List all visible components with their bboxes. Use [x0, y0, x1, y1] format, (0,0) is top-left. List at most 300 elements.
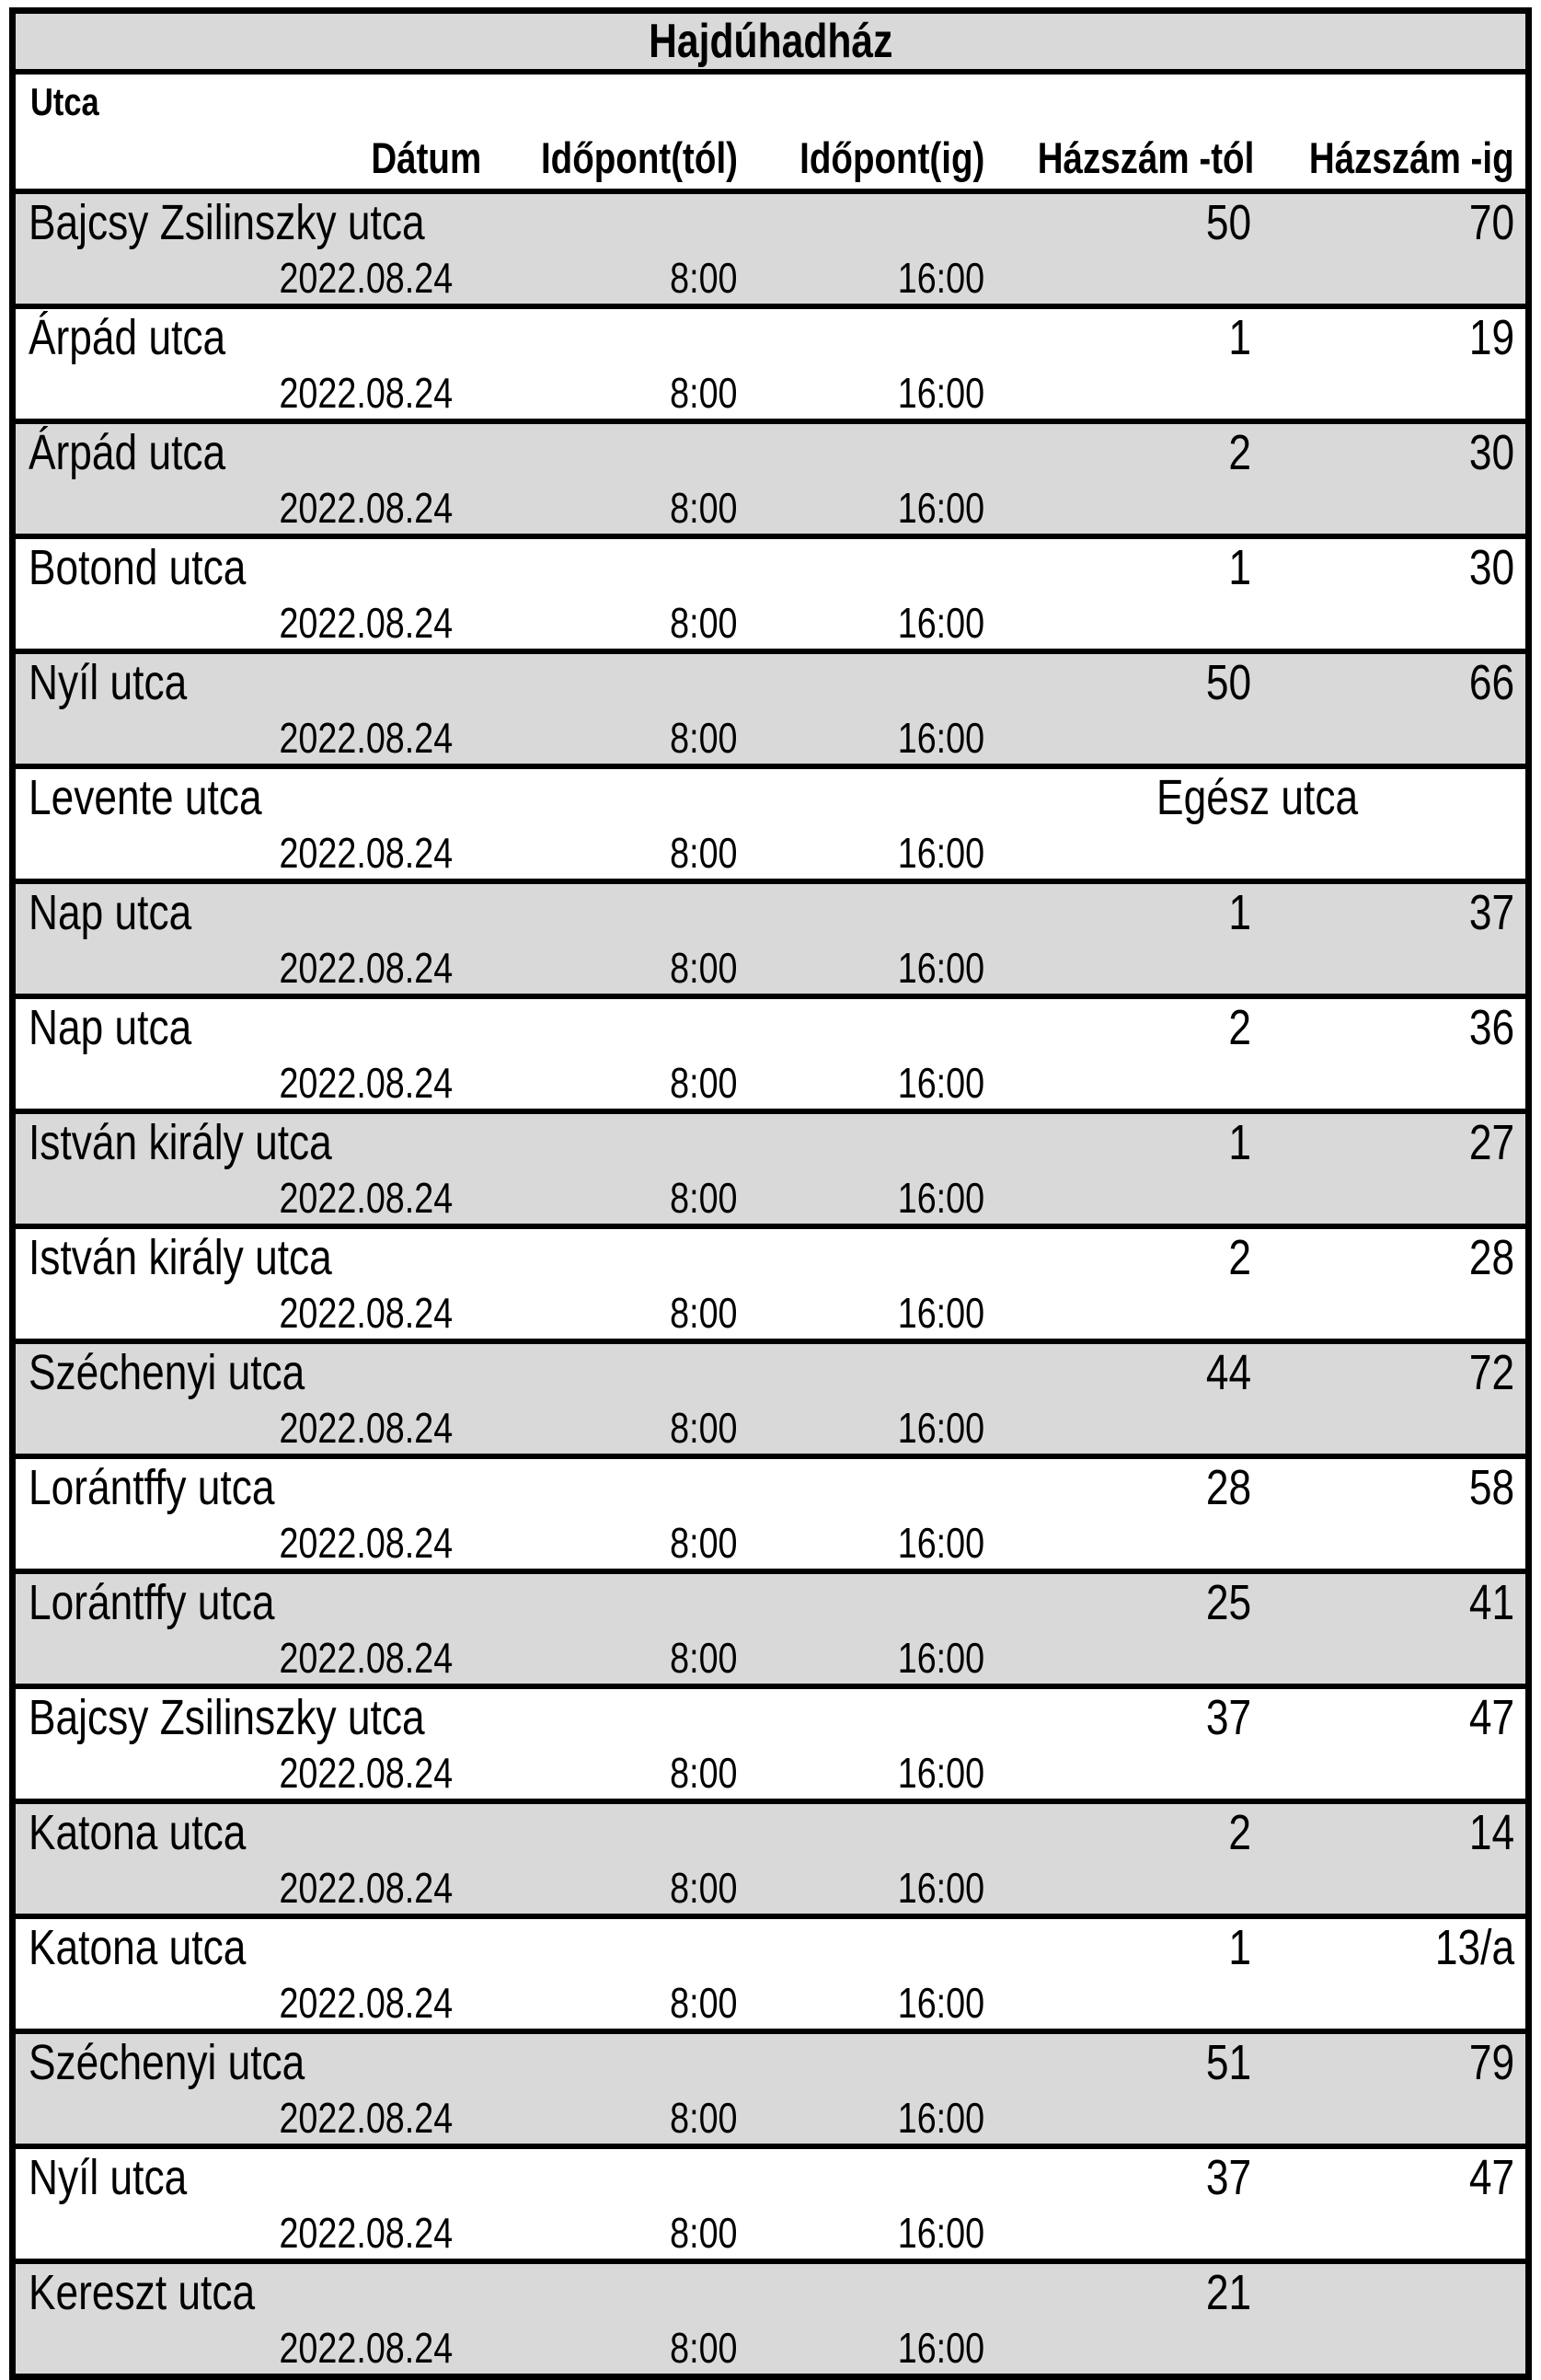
row-trailing-cell	[990, 366, 1529, 421]
date-cell	[241, 2321, 488, 2377]
street-cell	[13, 1456, 990, 1516]
time-to-cell	[743, 1976, 990, 2031]
table-title-cell	[13, 11, 1529, 73]
table-row-line2	[13, 481, 1529, 536]
table-row-line1	[13, 536, 1529, 596]
house-from-cell	[990, 1916, 1255, 1976]
table-row	[13, 766, 1529, 881]
table-row-line2	[13, 596, 1529, 651]
table-row	[13, 536, 1529, 651]
time-from-cell	[488, 366, 743, 421]
street-name: Árpád utca	[29, 425, 226, 480]
time-from-cell	[488, 1056, 743, 1111]
row-trailing-cell	[990, 2091, 1529, 2146]
time-from-value: 8:00	[670, 1518, 738, 1567]
house-to-cell	[1255, 651, 1528, 711]
date-cell	[241, 941, 488, 996]
row-spacer-cell	[13, 1286, 241, 1341]
time-to-cell	[743, 2091, 990, 2146]
time-from-value: 8:00	[670, 1748, 738, 1797]
row-trailing-cell	[990, 1401, 1529, 1456]
street-cell	[13, 306, 990, 366]
row-trailing-cell	[990, 2206, 1529, 2261]
date-cell	[241, 481, 488, 536]
house-from-value: 50	[1205, 195, 1252, 250]
time-from-cell	[488, 711, 743, 766]
street-cell	[13, 1801, 990, 1861]
time-to-value: 16:00	[897, 253, 984, 302]
house-to-value: 14	[1468, 1805, 1514, 1860]
street-name: István király utca	[29, 1230, 332, 1285]
outage-table	[9, 7, 1532, 2380]
street-name: Lorántffy utca	[29, 1575, 275, 1630]
time-to-value: 16:00	[897, 2323, 984, 2372]
street-cell	[13, 536, 990, 596]
house-from-value: 1	[1228, 1920, 1252, 1975]
row-trailing-cell	[990, 1631, 1529, 1686]
house-from-cell	[990, 881, 1255, 941]
date-cell	[241, 1401, 488, 1456]
time-to-cell	[743, 251, 990, 306]
time-from-value: 8:00	[670, 1978, 738, 2027]
table-row-line1	[13, 191, 1529, 251]
time-to-value: 16:00	[897, 368, 984, 417]
house-from-value: 2	[1228, 1000, 1252, 1055]
row-spacer-cell	[13, 826, 241, 881]
time-from-value: 8:00	[670, 828, 738, 877]
table-row	[13, 2031, 1529, 2146]
row-spacer-cell	[13, 1861, 241, 1916]
time-from-value: 8:00	[670, 253, 738, 302]
time-to-cell	[743, 1056, 990, 1111]
time-to-cell	[743, 941, 990, 996]
row-spacer-cell	[13, 1516, 241, 1571]
house-from-value: 2	[1228, 1805, 1252, 1860]
street-cell	[13, 1341, 990, 1401]
table-row	[13, 1686, 1529, 1801]
date-value: 2022.08.24	[278, 1863, 453, 1912]
date-value: 2022.08.24	[278, 1633, 453, 1682]
col-header-house-from	[990, 124, 1255, 191]
table-row-line1	[13, 1111, 1529, 1171]
time-from-cell	[488, 1631, 743, 1686]
house-from-cell	[990, 1571, 1255, 1631]
date-cell	[241, 1056, 488, 1111]
table-row-line2	[13, 1401, 1529, 1456]
table-row	[13, 1456, 1529, 1571]
date-value: 2022.08.24	[278, 943, 453, 992]
house-from-cell	[990, 2146, 1255, 2206]
street-cell	[13, 881, 990, 941]
row-spacer-cell	[13, 1171, 241, 1226]
table-row-line2	[13, 1171, 1529, 1226]
date-value: 2022.08.24	[278, 483, 453, 532]
time-to-cell	[743, 481, 990, 536]
table-row-line2	[13, 826, 1529, 881]
time-from-cell	[488, 2321, 743, 2377]
house-to-cell	[1255, 1341, 1528, 1401]
date-value: 2022.08.24	[278, 713, 453, 762]
table-row-line2	[13, 366, 1529, 421]
table-row-line1	[13, 306, 1529, 366]
row-spacer-cell	[13, 1746, 241, 1801]
house-to-cell	[1255, 536, 1528, 596]
street-name: Kereszt utca	[29, 2265, 256, 2320]
house-to-cell	[1255, 1916, 1528, 1976]
time-to-value: 16:00	[897, 1173, 984, 1222]
time-from-cell	[488, 1286, 743, 1341]
time-to-value: 16:00	[897, 483, 984, 532]
house-to-cell	[1255, 881, 1528, 941]
row-trailing-cell	[990, 826, 1529, 881]
house-from-value: 44	[1205, 1345, 1252, 1400]
time-from-value: 8:00	[670, 598, 738, 647]
row-spacer-cell	[13, 596, 241, 651]
time-from-cell	[488, 596, 743, 651]
table-row-line1	[13, 1226, 1529, 1286]
time-to-cell	[743, 826, 990, 881]
time-to-cell	[743, 596, 990, 651]
date-cell	[241, 1631, 488, 1686]
time-to-value: 16:00	[897, 1518, 984, 1567]
table-row	[13, 1111, 1529, 1226]
house-to-cell	[1255, 421, 1528, 481]
time-from-cell	[488, 2206, 743, 2261]
house-from-value: 1	[1228, 885, 1252, 940]
time-from-value: 8:00	[670, 2093, 738, 2142]
time-from-cell	[488, 251, 743, 306]
row-trailing-cell	[990, 1286, 1529, 1341]
time-from-cell	[488, 2091, 743, 2146]
house-from-value: Egész utca	[1156, 770, 1359, 825]
row-trailing-cell	[990, 711, 1529, 766]
row-spacer-cell	[13, 1056, 241, 1111]
time-to-value: 16:00	[897, 2208, 984, 2257]
table-row	[13, 2261, 1529, 2377]
time-to-cell	[743, 1516, 990, 1571]
time-to-value: 16:00	[897, 1978, 984, 2027]
street-name: Nyíl utca	[29, 2150, 188, 2205]
row-spacer-cell	[13, 941, 241, 996]
street-name: Széchenyi utca	[29, 1345, 305, 1400]
date-cell	[241, 366, 488, 421]
time-to-value: 16:00	[897, 713, 984, 762]
street-cell	[13, 1686, 990, 1746]
date-cell	[241, 826, 488, 881]
table-row	[13, 191, 1529, 306]
street-name: István király utca	[29, 1115, 332, 1170]
date-cell	[241, 596, 488, 651]
house-to-value: 58	[1468, 1460, 1514, 1515]
time-from-value: 8:00	[670, 1633, 738, 1682]
row-spacer-cell	[13, 2206, 241, 2261]
row-spacer-cell	[13, 1401, 241, 1456]
house-from-cell	[990, 421, 1255, 481]
table-row	[13, 1916, 1529, 2031]
house-from-value: 1	[1228, 1115, 1252, 1170]
time-from-value: 8:00	[670, 943, 738, 992]
table-row-line1	[13, 2261, 1529, 2321]
house-to-value: 79	[1468, 2035, 1514, 2090]
street-name: Botond utca	[29, 540, 247, 595]
house-from-value: 1	[1228, 540, 1252, 595]
row-trailing-cell	[990, 251, 1529, 306]
street-name: Bajcsy Zsilinszky utca	[29, 195, 425, 250]
street-name: Nap utca	[29, 885, 192, 940]
street-name: Katona utca	[29, 1805, 247, 1860]
house-from-cell	[990, 2261, 1255, 2321]
date-cell	[241, 2206, 488, 2261]
street-cell	[13, 421, 990, 481]
street-cell	[13, 651, 990, 711]
time-from-value: 8:00	[670, 2208, 738, 2257]
table-row-line1	[13, 1571, 1529, 1631]
table-row-line1	[13, 766, 1529, 826]
time-from-value: 8:00	[670, 483, 738, 532]
table-row-line1	[13, 1916, 1529, 1976]
table-row	[13, 651, 1529, 766]
row-trailing-cell	[990, 941, 1529, 996]
house-to-cell	[1255, 2146, 1528, 2206]
street-name: Széchenyi utca	[29, 2035, 305, 2090]
col-header-time-to-label: Időpont(ig)	[799, 133, 984, 182]
house-to-cell	[1255, 1571, 1528, 1631]
time-from-value: 8:00	[670, 1058, 738, 1107]
street-name: Bajcsy Zsilinszky utca	[29, 1690, 425, 1745]
table-row-line1	[13, 2146, 1529, 2206]
date-value: 2022.08.24	[278, 253, 453, 302]
street-name: Levente utca	[29, 770, 262, 825]
house-from-value: 37	[1205, 2150, 1252, 2205]
row-trailing-cell	[990, 1861, 1529, 1916]
time-to-value: 16:00	[897, 1288, 984, 1337]
table-row	[13, 1801, 1529, 1916]
col-header-street-label: Utca	[30, 80, 99, 123]
time-to-value: 16:00	[897, 1863, 984, 1912]
table-row-line1	[13, 1686, 1529, 1746]
street-header-row	[13, 72, 1529, 124]
house-to-value: 47	[1468, 2150, 1514, 2205]
table-row-line2	[13, 2206, 1529, 2261]
street-cell	[13, 1226, 990, 1286]
house-from-cell	[990, 306, 1255, 366]
table-row-line2	[13, 1516, 1529, 1571]
date-value: 2022.08.24	[278, 1403, 453, 1452]
date-cell	[241, 1746, 488, 1801]
date-cell	[241, 711, 488, 766]
table-row-line2	[13, 1746, 1529, 1801]
table-row-line2	[13, 941, 1529, 996]
row-spacer-cell	[13, 2091, 241, 2146]
table-header	[13, 11, 1529, 192]
row-spacer-cell	[13, 2321, 241, 2377]
title-row	[13, 11, 1529, 73]
house-to-value: 41	[1468, 1575, 1514, 1630]
house-to-value: 70	[1468, 195, 1514, 250]
house-from-value: 25	[1205, 1575, 1252, 1630]
date-value: 2022.08.24	[278, 1748, 453, 1797]
table-row-line2	[13, 2091, 1529, 2146]
col-header-date	[241, 124, 488, 191]
time-to-value: 16:00	[897, 598, 984, 647]
time-to-cell	[743, 2321, 990, 2377]
table-row	[13, 421, 1529, 536]
time-to-cell	[743, 711, 990, 766]
street-cell	[13, 2031, 990, 2091]
table-row	[13, 1226, 1529, 1341]
table-row	[13, 1571, 1529, 1686]
house-from-cell	[990, 536, 1255, 596]
date-value: 2022.08.24	[278, 2208, 453, 2257]
date-value: 2022.08.24	[278, 828, 453, 877]
house-from-value: 2	[1228, 1230, 1252, 1285]
table-row	[13, 2146, 1529, 2261]
time-from-value: 8:00	[670, 1173, 738, 1222]
table-row	[13, 1341, 1529, 1456]
house-to-value: 19	[1468, 310, 1514, 365]
col-header-spacer	[13, 124, 241, 191]
row-spacer-cell	[13, 366, 241, 421]
date-cell	[241, 1861, 488, 1916]
house-from-cell	[990, 191, 1255, 251]
date-cell	[241, 1286, 488, 1341]
col-header-house-to-label: Házszám -ig	[1309, 133, 1514, 182]
col-header-time-from	[488, 124, 743, 191]
street-name: Árpád utca	[29, 310, 226, 365]
street-cell	[13, 766, 990, 826]
house-to-value: 47	[1468, 1690, 1514, 1745]
house-to-cell	[1255, 1226, 1528, 1286]
house-from-cell	[990, 1456, 1255, 1516]
table-row	[13, 881, 1529, 996]
row-trailing-cell	[990, 1056, 1529, 1111]
table-row-line1	[13, 1456, 1529, 1516]
time-to-cell	[743, 1861, 990, 1916]
house-from-cell	[990, 1686, 1255, 1746]
row-trailing-cell	[990, 596, 1529, 651]
time-to-cell	[743, 1401, 990, 1456]
house-to-value: 72	[1468, 1345, 1514, 1400]
time-from-cell	[488, 941, 743, 996]
time-to-value: 16:00	[897, 1058, 984, 1107]
time-from-cell	[488, 481, 743, 536]
street-name: Katona utca	[29, 1920, 247, 1975]
time-from-cell	[488, 1746, 743, 1801]
date-value: 2022.08.24	[278, 1978, 453, 2027]
house-to-cell	[1255, 1801, 1528, 1861]
date-value: 2022.08.24	[278, 1288, 453, 1337]
time-to-value: 16:00	[897, 943, 984, 992]
time-from-cell	[488, 1861, 743, 1916]
table-row-line1	[13, 1341, 1529, 1401]
time-to-value: 16:00	[897, 1748, 984, 1797]
house-to-cell	[1255, 2031, 1528, 2091]
house-from-value: 51	[1205, 2035, 1252, 2090]
time-from-cell	[488, 1516, 743, 1571]
date-value: 2022.08.24	[278, 2323, 453, 2372]
table-title: Hajdúhadház	[648, 15, 893, 68]
time-from-cell	[488, 1171, 743, 1226]
house-from-cell	[990, 766, 1529, 826]
date-cell	[241, 251, 488, 306]
row-trailing-cell	[990, 481, 1529, 536]
date-value: 2022.08.24	[278, 368, 453, 417]
table-row-line2	[13, 1631, 1529, 1686]
house-to-cell	[1255, 996, 1528, 1056]
row-trailing-cell	[990, 2321, 1529, 2377]
street-cell	[13, 1571, 990, 1631]
col-header-house-to	[1255, 124, 1528, 191]
street-cell	[13, 2261, 990, 2321]
house-to-value: 30	[1468, 425, 1514, 480]
house-to-value: 13/a	[1434, 1920, 1514, 1975]
house-from-cell	[990, 996, 1255, 1056]
house-to-value: 66	[1468, 655, 1514, 710]
table-row-line2	[13, 1861, 1529, 1916]
house-from-cell	[990, 2031, 1255, 2091]
table-row	[13, 996, 1529, 1111]
date-value: 2022.08.24	[278, 2093, 453, 2142]
house-from-value: 1	[1228, 310, 1252, 365]
row-spacer-cell	[13, 1631, 241, 1686]
row-spacer-cell	[13, 711, 241, 766]
house-from-cell	[990, 1801, 1255, 1861]
street-name: Nyíl utca	[29, 655, 188, 710]
street-cell	[13, 1916, 990, 1976]
house-from-value: 21	[1205, 2265, 1252, 2320]
time-to-cell	[743, 1286, 990, 1341]
house-to-value: 30	[1468, 540, 1514, 595]
house-to-value: 27	[1468, 1115, 1514, 1170]
house-from-cell	[990, 1111, 1255, 1171]
row-spacer-cell	[13, 251, 241, 306]
time-to-value: 16:00	[897, 1403, 984, 1452]
house-from-value: 2	[1228, 425, 1252, 480]
col-header-house-from-label: Házszám -tól	[1037, 133, 1255, 182]
street-name: Lorántffy utca	[29, 1460, 275, 1515]
table-row-line2	[13, 711, 1529, 766]
house-to-cell	[1255, 1686, 1528, 1746]
table-row-line1	[13, 1801, 1529, 1861]
row-trailing-cell	[990, 1516, 1529, 1571]
time-from-cell	[488, 1976, 743, 2031]
house-from-value: 28	[1205, 1460, 1252, 1515]
date-value: 2022.08.24	[278, 1058, 453, 1107]
time-from-value: 8:00	[670, 1403, 738, 1452]
house-to-value: 37	[1468, 885, 1514, 940]
house-to-cell	[1255, 306, 1528, 366]
time-to-value: 16:00	[897, 2093, 984, 2142]
house-to-cell	[1255, 191, 1528, 251]
time-from-cell	[488, 826, 743, 881]
street-cell	[13, 996, 990, 1056]
house-to-cell	[1255, 1456, 1528, 1516]
col-header-street	[13, 72, 1529, 124]
time-to-cell	[743, 366, 990, 421]
table-row-line2	[13, 2321, 1529, 2377]
time-from-value: 8:00	[670, 2323, 738, 2372]
date-cell	[241, 2091, 488, 2146]
time-to-cell	[743, 1746, 990, 1801]
house-from-cell	[990, 651, 1255, 711]
table-row-line2	[13, 251, 1529, 306]
time-to-cell	[743, 1631, 990, 1686]
table-row-line1	[13, 996, 1529, 1056]
time-to-value: 16:00	[897, 828, 984, 877]
col-header-time-to	[743, 124, 990, 191]
time-from-value: 8:00	[670, 368, 738, 417]
row-trailing-cell	[990, 1976, 1529, 2031]
